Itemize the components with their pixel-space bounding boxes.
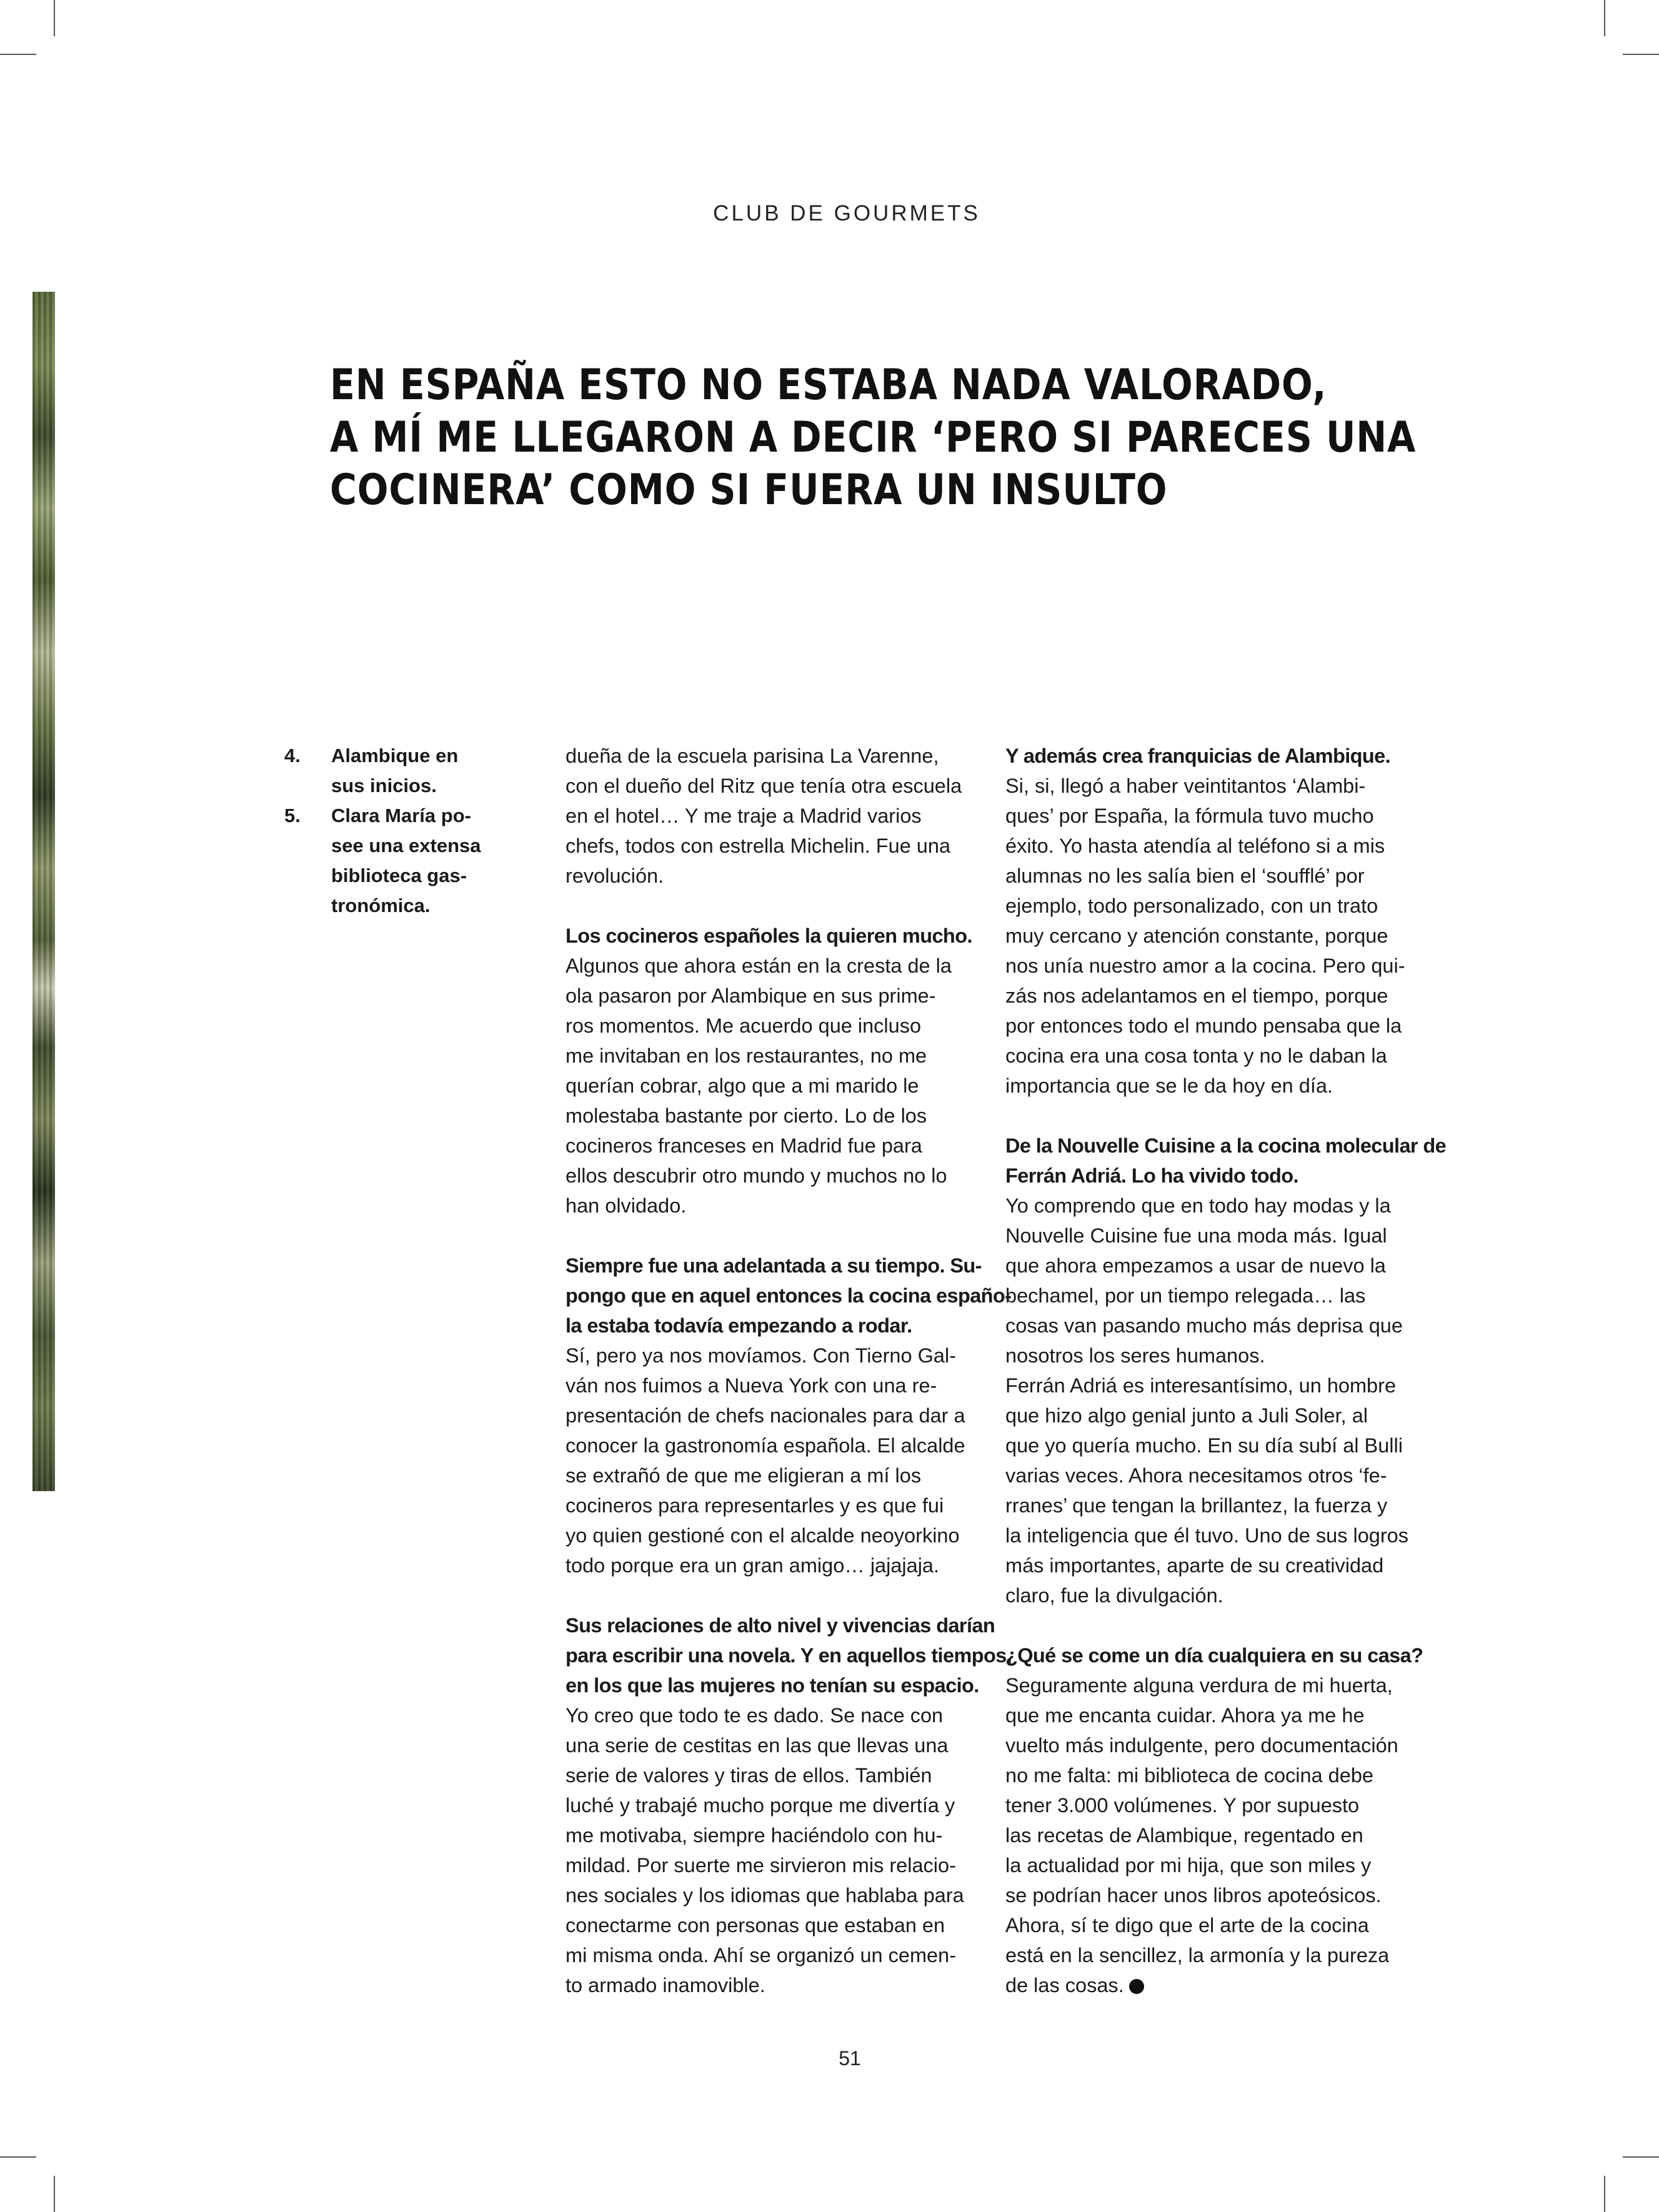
text-line-content: De la Nouvelle Cuisine a la cocina molecular de xyxy=(1005,1134,1447,1157)
caption-line: see una extensa xyxy=(331,835,481,856)
text-line-content: ellos descubrir otro mundo y muchos no lo xyxy=(565,1164,947,1187)
crop-mark xyxy=(1623,54,1659,55)
text-line-content: chefs, todos con estrella Michelin. Fue una xyxy=(565,835,951,857)
text-line-content: Y además crea franquicias de Alambique. xyxy=(1005,745,1391,767)
text-line xyxy=(1005,1371,1430,1401)
text-line-content: que yo quería mucho. En su día subí al Bulli xyxy=(1005,1434,1403,1457)
text-line xyxy=(1005,891,1430,921)
caption-item xyxy=(284,741,491,801)
text-line xyxy=(1005,1431,1430,1461)
text-line xyxy=(565,1071,990,1101)
text-line-content: revolución. xyxy=(565,865,664,887)
paragraph-gap xyxy=(565,1221,990,1251)
headline xyxy=(330,359,1417,517)
text-line xyxy=(565,921,990,951)
text-line-content: nos unía nuestro amor a la cocina. Pero qui- xyxy=(1005,955,1405,977)
text-line xyxy=(565,1520,990,1550)
text-line-content: Yo comprendo que en todo hay modas y la xyxy=(1005,1194,1391,1217)
text-line-content: tener 3.000 volúmenes. Y por supuesto xyxy=(1005,1794,1360,1817)
text-line xyxy=(1005,801,1430,831)
text-line-content: que ahora empezamos a usar de nuevo la xyxy=(1005,1254,1386,1277)
text-line xyxy=(1005,1640,1430,1670)
photo-strip-image xyxy=(32,292,55,1491)
text-line-content: que hizo algo genial junto a Juli Soler, al xyxy=(1005,1404,1368,1427)
text-line xyxy=(1005,1401,1430,1431)
text-line xyxy=(565,1700,990,1730)
crop-mark xyxy=(1604,0,1605,36)
caption-line: biblioteca gas- xyxy=(331,865,467,886)
text-line-content: la inteligencia que él tuvo. Uno de sus logros xyxy=(1005,1524,1408,1547)
text-line xyxy=(565,1401,990,1431)
text-line-content: luché y trabajé mucho porque me divertía y xyxy=(565,1794,955,1817)
caption-item xyxy=(284,801,491,921)
text-line xyxy=(565,1550,990,1580)
text-line-content: bechamel, por un tiempo relegada… las xyxy=(1005,1284,1366,1307)
text-line xyxy=(1005,1251,1430,1281)
end-of-article-mark xyxy=(1129,1979,1144,1994)
text-line xyxy=(1005,1490,1430,1520)
text-line-content: la estaba todavía empezando a rodar. xyxy=(565,1314,912,1337)
caption-number: 5. xyxy=(284,805,301,826)
text-line-content: conocer la gastronomía española. El alcalde xyxy=(565,1434,965,1457)
text-line xyxy=(565,741,990,771)
text-line-content: conectarme con personas que estaban en xyxy=(565,1914,945,1937)
crop-mark xyxy=(1623,2156,1659,2158)
text-line xyxy=(565,1251,990,1281)
text-line-content: Ahora, sí te digo que el arte de la cocina xyxy=(1005,1914,1369,1937)
text-line-content: presentación de chefs nacionales para dar a xyxy=(565,1404,965,1427)
text-line xyxy=(1005,1550,1430,1580)
interview-question xyxy=(1005,741,1430,771)
text-line xyxy=(1005,1341,1430,1371)
interview-question xyxy=(565,1610,1012,1700)
text-line-content: querían cobrar, algo que a mi marido le xyxy=(565,1074,919,1097)
caption-line: sus inicios. xyxy=(331,775,437,796)
text-line-content: varias veces. Ahora necesitamos otros ‘fe- xyxy=(1005,1464,1387,1487)
text-line xyxy=(1005,741,1430,771)
text-line-content: serie de valores y tiras de ellos. También xyxy=(565,1764,932,1787)
text-line xyxy=(1005,1760,1430,1790)
interview-answer xyxy=(1005,771,1430,1101)
interview-answer xyxy=(565,1700,990,2000)
text-line xyxy=(565,1670,990,1700)
text-line-content: rranes’ que tengan la brillantez, la fuerza y xyxy=(1005,1494,1388,1517)
text-line xyxy=(1005,1221,1430,1251)
text-line-content: ván nos fuimos a Nueva York con una re- xyxy=(565,1374,937,1397)
text-line-content: se podrían hacer unos libros apoteósicos. xyxy=(1005,1884,1382,1907)
text-line-content: mi misma onda. Ahí se organizó un cemen- xyxy=(565,1944,957,1966)
paragraph-gap xyxy=(565,1580,990,1610)
text-line xyxy=(565,1161,990,1191)
text-line-content: cocina era una cosa tonta y no le daban la xyxy=(1005,1044,1387,1067)
text-line-content: ques’ por España, la fórmula tuvo mucho xyxy=(1005,805,1374,827)
text-line xyxy=(1005,951,1430,981)
text-line xyxy=(565,1760,990,1790)
interview-question xyxy=(565,921,990,951)
text-line-content: cocineros para representarles y es que fui xyxy=(565,1494,944,1517)
text-line xyxy=(1005,1580,1430,1610)
crop-mark xyxy=(54,0,55,36)
text-line xyxy=(1005,1520,1430,1550)
text-line xyxy=(1005,1910,1430,1940)
text-line-content: Yo creo que todo te es dado. Se nace con xyxy=(565,1704,944,1727)
interview-answer xyxy=(1005,1670,1430,2000)
text-line-content: Sus relaciones de alto nivel y vivencias darían xyxy=(565,1614,995,1637)
text-line xyxy=(565,1461,990,1490)
text-line xyxy=(565,1970,990,2000)
text-line-content: ola pasaron por Alambique en sus prime- xyxy=(565,984,936,1007)
text-line-content: alumnas no les salía bien el ‘soufflé’ por xyxy=(1005,865,1365,887)
text-line xyxy=(565,1610,995,1640)
text-line-content: todo porque era un gran amigo… jajajaja. xyxy=(565,1554,940,1577)
text-line xyxy=(565,1940,990,1970)
section-label: CLUB DE GOURMETS xyxy=(713,201,980,226)
text-line xyxy=(565,1790,990,1820)
caption-line: Alambique en xyxy=(331,745,459,766)
text-line-content: la actualidad por mi hija, que son miles y xyxy=(1005,1854,1372,1877)
headline-line: COCINERA’ COMO SI FUERA UN INSULTO xyxy=(330,465,1168,515)
crop-mark xyxy=(0,54,36,55)
text-line xyxy=(565,1730,990,1760)
text-line xyxy=(565,1371,990,1401)
text-line-content: muy cercano y atención constante, porque xyxy=(1005,925,1388,947)
text-line xyxy=(565,1490,990,1520)
text-line xyxy=(1005,1191,1430,1221)
interview-question xyxy=(1005,1640,1430,1670)
text-line xyxy=(565,981,990,1011)
text-line xyxy=(1005,1461,1430,1490)
text-line-content: to armado inamovible. xyxy=(565,1974,765,1996)
headline-line: A MÍ ME LLEGARON A DECIR ‘PERO SI PARECES UNA xyxy=(330,413,1417,462)
text-line xyxy=(1005,1281,1430,1311)
text-line xyxy=(565,1820,990,1850)
text-line xyxy=(1005,1161,1430,1191)
text-line xyxy=(1005,1790,1430,1820)
text-line xyxy=(1005,1011,1430,1041)
text-line-content: que me encanta cuidar. Ahora ya me he xyxy=(1005,1704,1365,1727)
text-line xyxy=(565,1311,990,1341)
text-line xyxy=(565,1131,990,1161)
text-line-content: nosotros los seres humanos. xyxy=(1005,1344,1265,1367)
text-line-content: cocineros franceses en Madrid fue para xyxy=(565,1134,922,1157)
text-line-content: claro, fue la divulgación. xyxy=(1005,1584,1223,1607)
text-line-content: para escribir una novela. Y en aquellos tiempos, xyxy=(565,1644,1012,1667)
text-line-content: zás nos adelantamos en el tiempo, porque xyxy=(1005,984,1388,1007)
text-line xyxy=(565,1011,990,1041)
text-line-content: Ferrán Adriá. Lo ha vivido todo. xyxy=(1005,1164,1298,1187)
text-line xyxy=(565,1850,990,1880)
text-line xyxy=(1005,1670,1430,1700)
text-line xyxy=(1005,1071,1430,1101)
article-column-1 xyxy=(565,741,1012,2000)
text-line xyxy=(1005,1730,1430,1760)
text-line xyxy=(565,801,990,831)
paragraph-gap xyxy=(1005,1610,1430,1640)
text-line-content: pongo que en aquel entonces la cocina españo- xyxy=(565,1284,1012,1307)
text-line xyxy=(1005,1700,1430,1730)
headline-line: EN ESPAÑA ESTO NO ESTABA NADA VALORADO, xyxy=(330,360,1327,410)
text-line xyxy=(565,1281,1012,1311)
text-line-content: más importantes, aparte de su creatividad xyxy=(1005,1554,1384,1577)
article-column-2 xyxy=(1005,741,1447,2000)
interview-question xyxy=(1005,1131,1447,1191)
text-line xyxy=(565,1640,1012,1670)
interview-answer xyxy=(1005,1191,1430,1610)
text-line-content: Algunos que ahora están en la cresta de la xyxy=(565,955,952,977)
text-line xyxy=(1005,1311,1430,1341)
text-line-content: se extrañó de que me eligieran a mí los xyxy=(565,1464,922,1487)
text-line xyxy=(1005,861,1430,891)
text-line-content: importancia que se le da hoy en día. xyxy=(1005,1074,1333,1097)
text-line xyxy=(565,951,990,981)
text-line xyxy=(565,1041,990,1071)
text-line-content: yo quien gestioné con el alcalde neoyorkino xyxy=(565,1524,960,1547)
caption-line: Clara María po- xyxy=(331,805,471,826)
text-line-content: Los cocineros españoles la quieren mucho. xyxy=(565,925,972,947)
text-line-content: me invitaban en los restaurantes, no me xyxy=(565,1044,927,1067)
crop-mark xyxy=(0,2156,36,2158)
text-line-content: Nouvelle Cuisine fue una moda más. Igual xyxy=(1005,1224,1387,1247)
text-line xyxy=(1005,1880,1430,1910)
text-line xyxy=(565,861,990,891)
text-line-content: mildad. Por suerte me sirvieron mis relacio- xyxy=(565,1854,956,1877)
text-line-content: Sí, pero ya nos movíamos. Con Tierno Gal- xyxy=(565,1344,956,1367)
text-line-content: ros momentos. Me acuerdo que incluso xyxy=(565,1014,922,1037)
crop-mark xyxy=(54,2176,55,2212)
text-line xyxy=(1005,1131,1447,1161)
crop-mark xyxy=(1604,2176,1605,2212)
text-line xyxy=(1005,981,1430,1011)
text-line-content: dueña de la escuela parisina La Varenne, xyxy=(565,745,939,767)
text-line xyxy=(565,1341,990,1371)
text-line-content: vuelto más indulgente, pero documentación xyxy=(1005,1734,1398,1757)
text-line-content: está en la sencillez, la armonía y la pureza xyxy=(1005,1944,1390,1966)
text-line xyxy=(565,1880,990,1910)
page-number: 51 xyxy=(839,2047,861,2070)
text-line-content: cosas van pasando mucho más deprisa que xyxy=(1005,1314,1403,1337)
text-line-content: Seguramente alguna verdura de mi huerta, xyxy=(1005,1674,1393,1697)
text-line xyxy=(1005,831,1430,861)
text-line-content: Si, si, llegó a haber veintitantos ‘Alambi- xyxy=(1005,775,1366,797)
text-line-content: no me falta: mi biblioteca de cocina debe xyxy=(1005,1764,1373,1787)
paragraph-gap xyxy=(1005,1101,1430,1131)
photo-captions xyxy=(284,741,491,921)
text-line xyxy=(1005,1850,1430,1880)
text-line-content: ¿Qué se come un día cualquiera en su casa? xyxy=(1005,1644,1423,1667)
text-line-content: en el hotel… Y me traje a Madrid varios xyxy=(565,805,922,827)
text-line-content: las recetas de Alambique, regentado en xyxy=(1005,1824,1363,1847)
text-line-content: molestaba bastante por cierto. Lo de los xyxy=(565,1104,927,1127)
interview-answer xyxy=(565,1341,990,1580)
text-line xyxy=(565,1431,990,1461)
text-line-content: en los que las mujeres no tenían su espacio. xyxy=(565,1674,979,1697)
text-line xyxy=(565,1101,990,1131)
caption-number: 4. xyxy=(284,745,301,766)
text-line-content: de las cosas. xyxy=(1005,1974,1124,1996)
text-line-content: me motivaba, siempre haciéndolo con hu- xyxy=(565,1824,943,1847)
text-line xyxy=(1005,1820,1430,1850)
text-line-content: con el dueño del Ritz que tenía otra escuela xyxy=(565,775,962,797)
text-line-content: éxito. Yo hasta atendía al teléfono si a mis xyxy=(1005,835,1385,857)
text-line xyxy=(1005,1940,1430,1970)
text-line-content: ejemplo, todo personalizado, con un trato xyxy=(1005,895,1378,917)
text-line xyxy=(1005,1041,1430,1071)
interview-question xyxy=(565,1251,1012,1341)
text-line xyxy=(565,831,990,861)
text-line xyxy=(565,771,990,801)
text-line-content: una serie de cestitas en las que llevas una xyxy=(565,1734,949,1757)
text-line xyxy=(565,1910,990,1940)
text-line-content: Siempre fue una adelantada a su tiempo. Su- xyxy=(565,1254,982,1277)
text-line xyxy=(1005,1970,1430,2000)
interview-answer xyxy=(565,951,990,1221)
text-line-content: han olvidado. xyxy=(565,1194,687,1217)
caption-line: tronómica. xyxy=(331,895,431,916)
paragraph-gap xyxy=(565,891,990,921)
text-line xyxy=(1005,771,1430,801)
text-line xyxy=(1005,921,1430,951)
text-line xyxy=(565,1191,990,1221)
text-line-content: nes sociales y los idiomas que hablaba para xyxy=(565,1884,964,1907)
text-line-content: por entonces todo el mundo pensaba que la xyxy=(1005,1014,1402,1037)
text-line-content: Ferrán Adriá es interesantísimo, un hombre xyxy=(1005,1374,1397,1397)
interview-answer xyxy=(565,741,990,891)
